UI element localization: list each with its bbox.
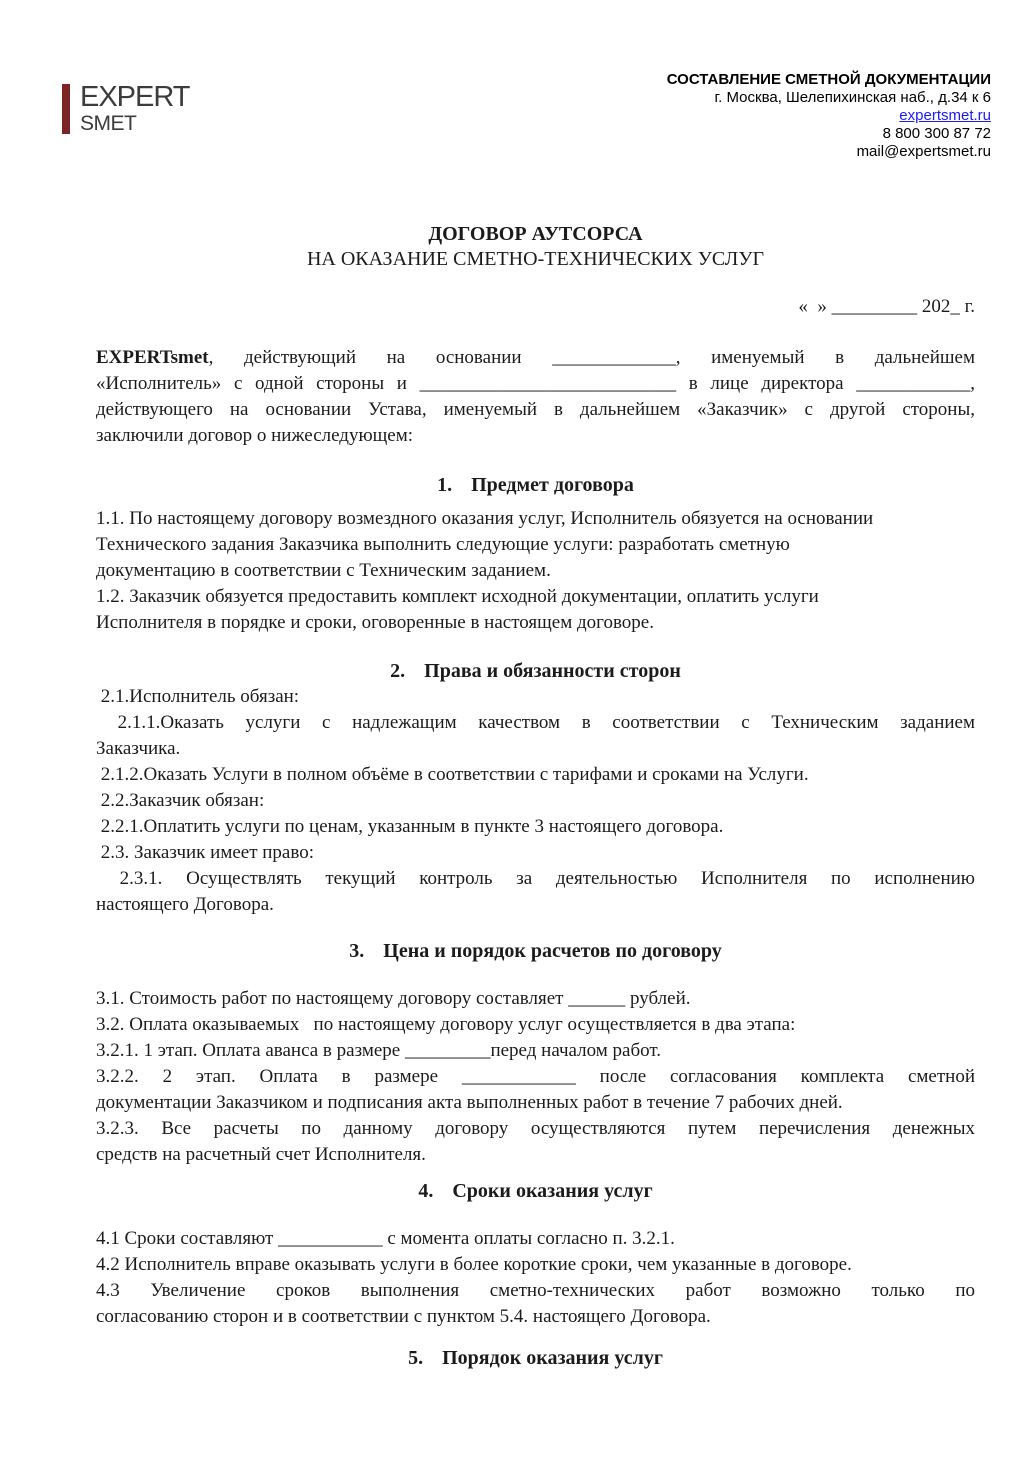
preamble-line: заключили договор о нижеследующем: (96, 425, 414, 446)
section-rights-obligations (96, 658, 975, 918)
clause-3-2 (96, 1012, 975, 1038)
clause-line: 3.2.3. Все расчеты по данному договору осуществляются путем перечисления денежных (96, 1118, 975, 1139)
logo-text-smet: SMET (80, 112, 137, 135)
clause-4-1 (96, 1226, 975, 1252)
section-1-title: Предмет договора (471, 474, 634, 496)
section-2-heading (96, 658, 975, 684)
clause-line: 2.2.Заказчик обязан: (96, 790, 265, 811)
clause-line: Технического задания Заказчика выполнить следующие услуги: разработать сметную (96, 534, 790, 555)
contact-address: г. Москва, Шелепихинская наб., д.34 к 6 (714, 89, 991, 106)
section-2-title: Права и обязанности сторон (424, 660, 681, 682)
clause-line: 4.3 Увеличение сроков выполнения сметно-технических работ возможно только по (96, 1280, 975, 1301)
clause-line: 2.1.1.Оказать услуги с надлежащим качеством в соответствии с Техническим заданием (96, 712, 975, 733)
preamble-line: «Исполнитель» с одной стороны и ___________________________ в лице директора ____________, (96, 373, 975, 394)
section-3-number: 3. (349, 940, 365, 962)
clause-line: 1.1. По настоящему договору возмездного оказания услуг, Исполнитель обязуется на основании (96, 508, 874, 529)
clause-3-2-3 (96, 1116, 975, 1168)
section-1-heading (96, 472, 975, 498)
section-4-number: 4. (418, 1180, 434, 1202)
clause-line: 3.2. Оплата оказываемых по настоящему договору услуг осуществляется в два этапа: (96, 1014, 796, 1035)
section-2-number: 2. (390, 660, 406, 682)
clause-line: документации Заказчиком и подписания акта выполненных работ в течение 7 рабочих дней. (96, 1092, 843, 1113)
preamble-line (96, 345, 975, 371)
clause-line: 3.1. Стоимость работ по настоящему договору составляет ______ рублей. (96, 988, 691, 1009)
clause-2-1-2 (96, 762, 975, 788)
clause-2-3 (96, 840, 975, 866)
section-4-title: Сроки оказания услуг (452, 1180, 653, 1202)
section-price-payments (96, 938, 975, 1168)
clause-line: средств на расчетный счет Исполнителя. (96, 1144, 426, 1165)
clause-line: 2.3.1. Осуществлять текущий контроль за деятельностью Исполнителя по исполнению (96, 868, 975, 889)
clause-2-3-1 (96, 866, 975, 918)
clause-line: 1.2. Заказчик обязуется предоставить комплект исходной документации, оплатить услуги (96, 586, 819, 607)
website-link[interactable]: expertsmet.ru (899, 107, 991, 124)
document-title (96, 222, 975, 272)
clause-line: 4.2 Исполнитель вправе оказывать услуги в более короткие сроки, чем указанные в договоре. (96, 1254, 852, 1275)
preamble-text: , действующий на основании _____________, именуемый в дальнейшем (208, 347, 975, 368)
contact-title: СОСТАВЛЕНИЕ СМЕТНОЙ ДОКУМЕНТАЦИИ (666, 71, 991, 88)
clause-line: 2.2.1.Оплатить услуги по ценам, указанным в пункте 3 настоящего договора. (96, 816, 724, 837)
section-1-number: 1. (437, 474, 453, 496)
section-terms (96, 1178, 975, 1330)
clause-2-1 (96, 684, 975, 710)
document-body (96, 222, 975, 1371)
clause-line: 4.1 Сроки составляют ___________ с момента оплаты согласно п. 3.2.1. (96, 1228, 675, 1249)
section-3-title: Цена и порядок расчетов по договору (383, 940, 722, 962)
clause-line: 2.1.Исполнитель обязан: (96, 686, 300, 707)
clause-3-2-1 (96, 1038, 975, 1064)
section-5-heading (96, 1345, 975, 1371)
clause-2-2 (96, 788, 975, 814)
document-title-line1: ДОГОВОР АУТСОРСА (428, 223, 643, 245)
clause-3-1 (96, 986, 975, 1012)
clause-1-1 (96, 506, 975, 584)
clause-line: настоящего Договора. (96, 894, 274, 915)
clause-2-2-1 (96, 814, 975, 840)
company-name-bold: EXPERTsmet (96, 347, 209, 368)
clause-3-2-2 (96, 1064, 975, 1116)
section-subject (96, 472, 975, 636)
contact-website-row (667, 107, 991, 125)
clause-line: 2.1.2.Оказать Услуги в полном объёме в соответствии с тарифами и сроками на Услуги. (96, 764, 809, 785)
logo-wordmark (80, 81, 190, 135)
clause-4-3 (96, 1278, 975, 1330)
clause-4-2 (96, 1252, 975, 1278)
clause-line: 2.3. Заказчик имеет право: (96, 842, 314, 863)
section-service-procedure (96, 1345, 975, 1371)
preamble (96, 345, 975, 449)
section-5-number: 5. (408, 1347, 424, 1369)
preamble-line: действующего на основании Устава, именуемый в дальнейшем «Заказчик» с другой стороны, (96, 399, 975, 420)
clause-2-1-1 (96, 710, 975, 762)
contact-phone: 8 800 300 87 72 (882, 125, 991, 142)
clause-1-2 (96, 584, 975, 636)
clause-line: документацию в соответствии с Техническим заданием. (96, 560, 551, 581)
contact-block (667, 71, 991, 161)
section-5-title: Порядок оказания услуг (442, 1347, 663, 1369)
logo-bar (62, 84, 70, 134)
logo-text-expert: EXPERT (80, 81, 190, 113)
clause-line: Заказчика. (96, 738, 181, 759)
clause-line: 3.2.2. 2 этап. Оплата в размере ____________ после согласования комплекта сметной (96, 1066, 975, 1087)
clause-line: 3.2.1. 1 этап. Оплата аванса в размере _________перед началом работ. (96, 1040, 662, 1061)
company-logo (62, 81, 190, 135)
document-title-line2: НА ОКАЗАНИЕ СМЕТНО-ТЕХНИЧЕСКИХ УСЛУГ (306, 248, 765, 270)
section-3-heading (96, 938, 975, 964)
contact-email: mail@expertsmet.ru (856, 143, 991, 160)
clause-line: согласованию сторон и в соответствии с пунктом 5.4. настоящего Договора. (96, 1306, 711, 1327)
clause-line: Исполнителя в порядке и сроки, оговоренные в настоящем договоре. (96, 612, 654, 633)
date-line: « » _________ 202_ г. (798, 296, 975, 317)
section-4-heading (96, 1178, 975, 1204)
